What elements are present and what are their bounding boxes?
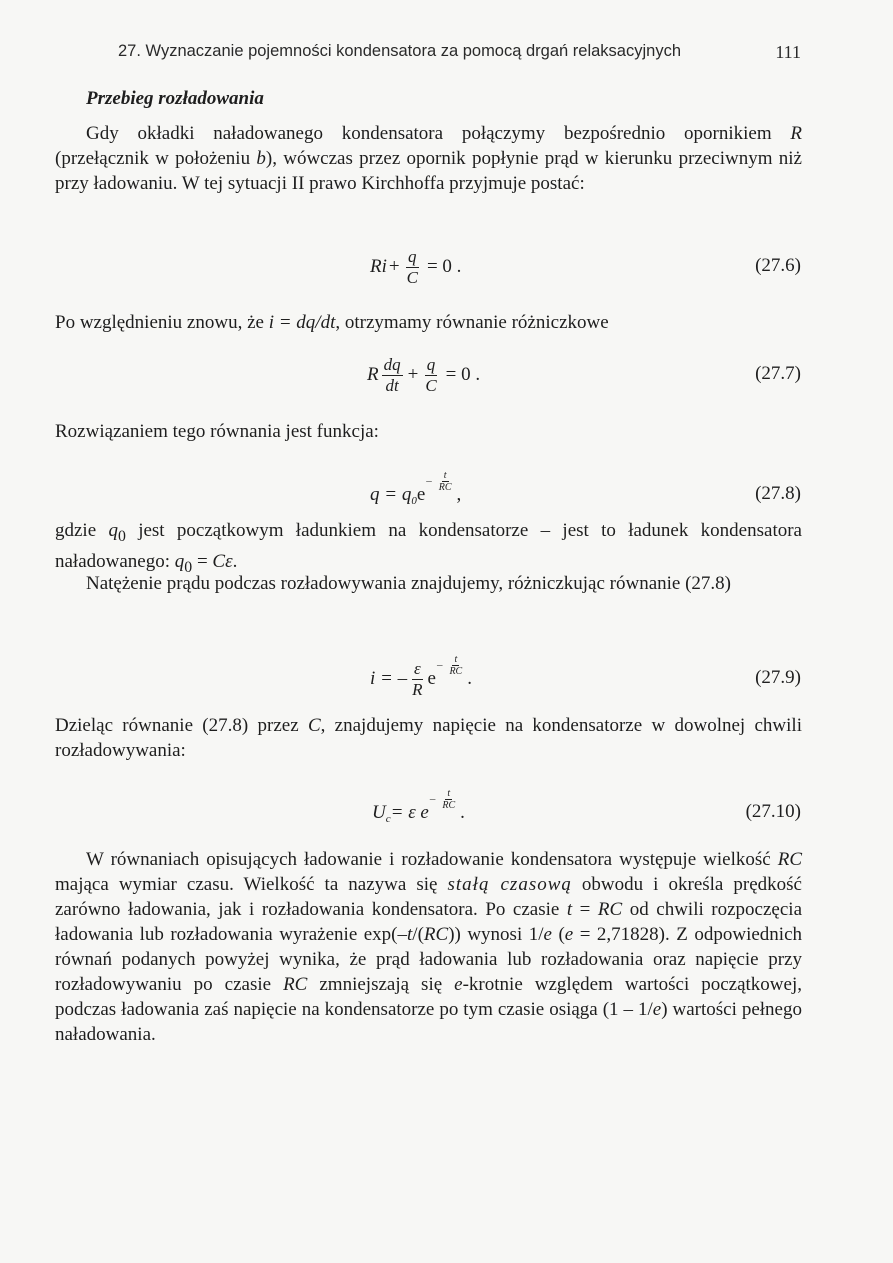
equation-27-7: R $\frac{dq}{dt}$ + $\frac{q}{C}$ = 0 . (27.7)	[367, 354, 801, 395]
paragraph-3: Rozwiązaniem tego równania jest funkcja:	[55, 421, 379, 442]
equation-number: (27.7)	[755, 363, 801, 384]
equation-27-6: Ri + $\frac{q}{C}$ = 0 . (27.6)	[370, 246, 801, 287]
equation-number: (27.9)	[755, 667, 801, 688]
paragraph-7: W równaniach opisujących ładowanie i rozładowanie kondensatora występuje wielkość RC mająca wymiar czasu. Wielkość ta nazywa się stałą czasową obwodu i określa prędkość zarówno ładowania, jak i rozładowania kondensatora. Po czasie t = RC od chwili rozpoczęcia ładowania lub rozładowania wyrażenie exp(–t/(RC)) wynosi 1/e (e = 2,71828). Z odpowiednich równań podanych powyżej wynika, że prąd ładowania lub rozładowania oraz napięcie przy rozładowywaniu po czasie RC zmniejszają się e-krotnie względem wartości początkowej, podczas ładowania zaś napięcie na kondensatorze po tym czasie osiąga (1 – 1/e) wartości pełnego naładowania.	[55, 849, 803, 1045]
equation-number: (27.10)	[745, 801, 801, 822]
equation-27-9: i = – $\frac{\varepsilon}{R}$ e – $\frac{t}{RC}$ . (27.9)	[370, 653, 801, 699]
running-title: 27. Wyznaczanie pojemności kondensatora za pomocą drgań relaksacyjnych	[118, 42, 681, 60]
page-number: 111	[775, 42, 801, 62]
paragraph-1: Gdy okładki naładowanego kondensatora połączymy bezpośrednio opornikiem R (przełącznik w położeniu b), wówczas przez opornik popłynie prąd w kierunku przeciwnym niż przy ładowaniu. W tej sytuacji II prawo Kirchhoffa przyjmuje postać:	[55, 123, 802, 194]
equation-27-10: U c = ε e – $\frac{t}{RC}$ . (27.10)	[372, 787, 801, 825]
paragraph-4: gdzie $q_0$ jest początkowym ładunkiem na kondensatorze – jest to ładunek kondensatora naładowanego: $q_0 = C\varepsilon$.	[55, 520, 802, 576]
paragraph-2: Po względnieniu znowu, że i = dq/dt, otrzymamy równanie różniczkowe	[55, 312, 609, 333]
running-header	[118, 42, 801, 61]
equation-number: (27.8)	[755, 483, 801, 504]
paragraph-6: Dzieląc równanie (27.8) przez C, znajdujemy napięcie na kondensatorze w dowolnej chwili rozładowywania:	[55, 715, 802, 761]
paragraph-5: Natężenie prądu podczas rozładowywania znajdujemy, różniczkując równanie (27.8)	[86, 573, 732, 594]
section-title: Przebieg rozładowania	[86, 88, 264, 109]
equation-27-8: q = q 0 e – $\frac{t}{RC}$ , (27.8)	[370, 469, 801, 507]
equation-number: (27.6)	[755, 255, 801, 276]
